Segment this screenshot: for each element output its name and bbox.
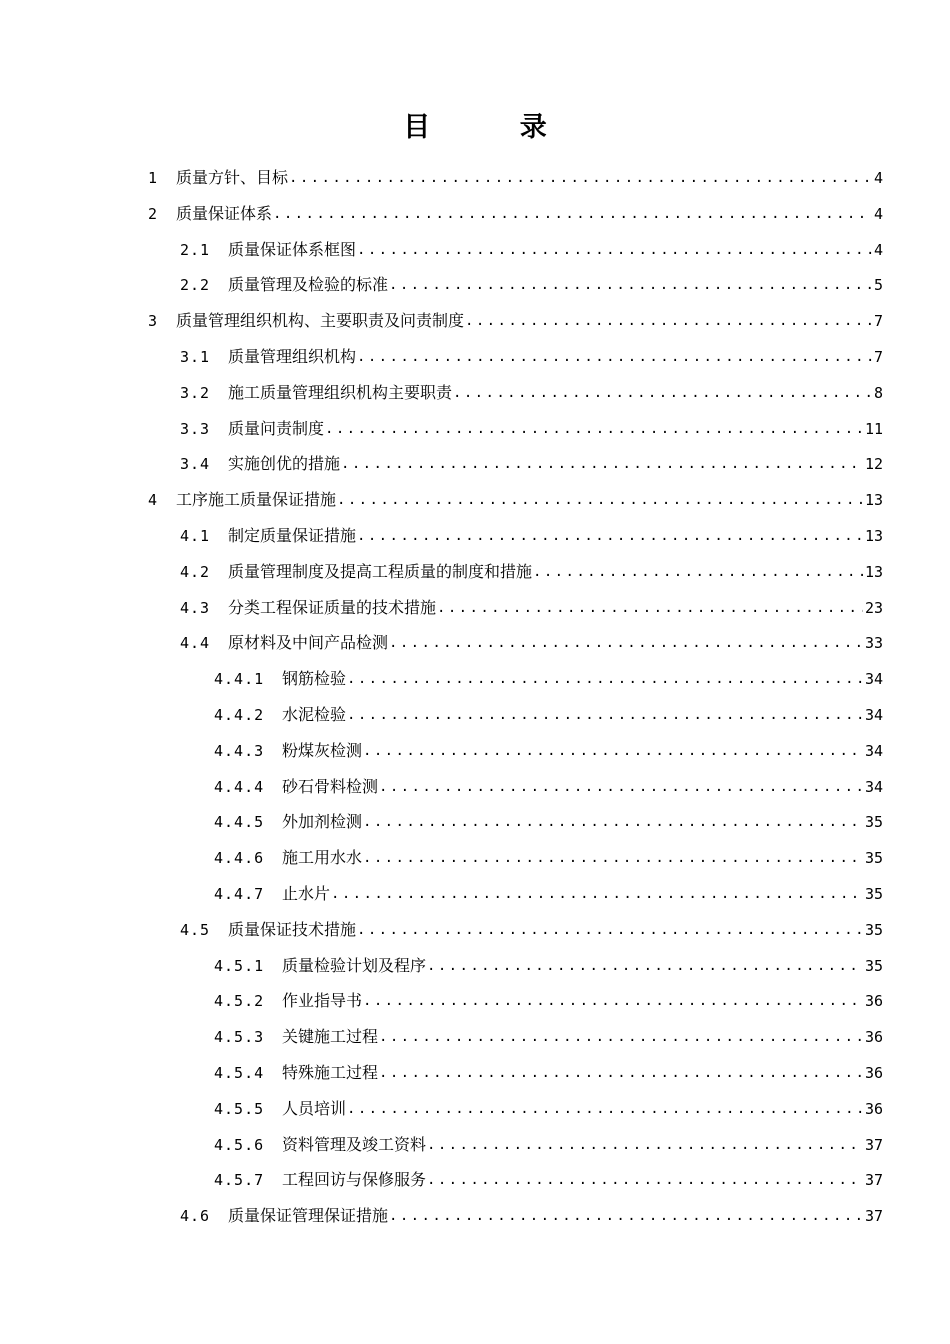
toc-entry[interactable] [214,843,883,873]
toc-entry-title: 作业指导书 [282,991,363,1011]
toc-dot-leader [324,414,863,444]
toc-entry-title: 制定质量保证措施 [228,526,357,545]
toc-entry-page-number: 37 [864,1171,883,1190]
toc-entry-page-number: 34 [864,706,883,724]
toc-entry[interactable] [180,557,883,587]
toc-dot-leader [340,449,863,479]
toc-entry-number: 4.5.3 [214,1028,265,1047]
toc-entry-title: 质量管理组织机构、主要职责及问责制度 [176,311,465,331]
toc-entry[interactable] [214,664,883,694]
toc-entry-number: 4.4.6 [214,849,265,868]
toc-entry-page-number: 36 [864,992,883,1011]
toc-entry[interactable] [214,986,883,1016]
toc-entry[interactable] [180,521,883,551]
toc-entry[interactable] [148,306,883,336]
toc-entry-page-number: 35 [864,813,883,832]
toc-dot-leader [388,1201,863,1231]
toc-dot-leader [378,1058,863,1088]
toc-title: 目 录 [403,112,587,143]
toc-entry-number: 4.5 [180,920,211,939]
toc-entry-title: 人员培训 [282,1098,347,1118]
toc-entry-number: 4.5.2 [214,992,265,1011]
toc-entry-title: 原材料及中间产品检测 [228,633,389,653]
toc-entry[interactable] [214,700,883,730]
toc-entry-number: 4.3 [180,598,211,617]
toc-entry[interactable] [214,772,883,802]
toc-entry-number: 4.2 [180,562,211,581]
toc-dot-leader [272,199,872,229]
toc-entry-page-number: 4 [873,240,883,259]
toc-entry-number: 4.4.1 [214,670,265,689]
toc-dot-leader [362,843,863,873]
toc-entry[interactable] [214,1130,883,1160]
toc-entry-page-number: 33 [864,634,883,653]
toc-dot-leader [356,235,872,265]
toc-entry-page-number: 34 [864,777,883,796]
toc-entry-title: 质量管理组织机构 [228,347,357,366]
toc-entry-title: 质量管理制度及提高工程质量的制度和措施 [228,561,533,581]
toc-entry-number: 4.4.5 [214,813,265,832]
toc-dot-leader [346,1094,863,1124]
toc-dot-leader [362,807,863,837]
toc-entry-page-number: 35 [864,849,883,868]
toc-entry-page-number: 37 [864,1207,883,1226]
toc-entry-number: 3 [148,312,159,331]
toc-dot-leader [362,736,863,766]
toc-entry[interactable] [214,879,883,909]
toc-entry-page-number: 34 [864,670,883,689]
toc-entry-number: 4.6 [180,1207,211,1226]
toc-entry-title: 施工质量管理组织机构主要职责 [228,382,453,402]
toc-entry-page-number: 34 [864,741,883,760]
toc-entry[interactable] [214,1022,883,1052]
toc-entry[interactable] [180,1201,883,1231]
toc-dot-leader [426,951,863,981]
toc-entry-title: 实施创优的措施 [228,454,341,474]
toc-entry[interactable] [214,1094,883,1124]
toc-entry[interactable] [214,951,883,981]
toc-entry-title: 砂石骨料检测 [282,776,379,796]
toc-entry-title: 质量保证管理保证措施 [228,1206,389,1226]
toc-entry-number: 4.5.4 [214,1064,265,1082]
toc-entry-number: 2.2 [180,276,211,295]
toc-dot-leader [426,1165,863,1195]
toc-dot-leader [330,879,863,909]
toc-entry-number: 3.1 [180,348,211,366]
toc-entry-title: 质量方针、目标 [176,168,289,187]
toc-dot-leader [336,485,863,515]
toc-entry-page-number: 4 [873,169,883,187]
toc-dot-leader [356,915,863,945]
toc-entry[interactable] [180,378,883,408]
toc-entry-number: 3.4 [180,455,211,474]
toc-entry-page-number: 37 [864,1135,883,1154]
toc-entry[interactable] [214,1165,883,1195]
toc-dot-leader [356,521,863,551]
toc-entry-title: 质量管理及检验的标准 [228,275,389,295]
toc-entry[interactable] [148,485,883,515]
toc-dot-leader [388,628,863,658]
toc-entry-number: 4.1 [180,527,211,545]
toc-entry-title: 质量保证技术措施 [228,919,357,939]
toc-entry-title: 工程回访与保修服务 [282,1170,427,1190]
toc-entry-page-number: 35 [864,920,883,939]
toc-entry-number: 3.3 [180,419,211,438]
toc-entry-page-number: 36 [864,1064,883,1082]
toc-entry-title: 质量保证体系框图 [228,239,357,259]
toc-entry-page-number: 13 [864,527,883,545]
toc-entry[interactable] [148,199,883,229]
toc-entry-title: 粉煤灰检测 [282,740,363,760]
toc-dot-leader [388,270,872,300]
toc-entry-page-number: 23 [864,598,883,617]
toc-entry-page-number: 36 [864,1099,883,1118]
toc-entry-title: 分类工程保证质量的技术措施 [228,597,437,617]
toc-dot-leader [378,1022,863,1052]
toc-entry-number: 4.4.4 [214,777,265,796]
toc-entry-page-number: 8 [873,383,883,402]
toc-entry[interactable] [214,736,883,766]
toc-entry-page-number: 35 [864,885,883,903]
toc-entry-page-number: 13 [864,562,883,581]
toc-entry-number: 4.4.7 [214,885,265,903]
toc-entry[interactable] [180,593,883,623]
toc-dot-leader [436,593,863,623]
toc-dot-leader [288,163,872,193]
toc-entry-number: 1 [148,169,159,187]
toc-entry[interactable] [180,414,883,444]
toc-entry[interactable] [180,342,883,372]
toc-entry-title: 外加剂检测 [282,812,363,832]
toc-entry-page-number: 36 [864,1028,883,1047]
toc-entry-number: 3.2 [180,383,211,402]
toc-dot-leader [346,700,863,730]
toc-entry-number: 4.4 [180,634,211,653]
toc-entry[interactable] [180,449,883,479]
toc-entry-number: 4.5.5 [214,1099,265,1118]
toc-dot-leader [426,1130,863,1160]
toc-entry-number: 4.5.6 [214,1135,265,1154]
toc-entry-title: 止水片 [282,884,331,903]
toc-entry-page-number: 7 [873,312,883,331]
toc-entry-number: 2.1 [180,240,211,259]
toc-entry-title: 施工用水水 [282,848,363,868]
toc-dot-leader [464,306,872,336]
toc-dot-leader [346,664,863,694]
toc-entry-number: 4.5.7 [214,1171,265,1190]
toc-entry-page-number: 35 [864,956,883,975]
toc-entry-number: 4.5.1 [214,956,265,975]
toc-entry[interactable] [180,915,883,945]
toc-dot-leader [452,378,872,408]
toc-entry-title: 钢筋检验 [282,669,347,689]
toc-entry-number: 4.4.2 [214,706,265,724]
toc-entry-page-number: 12 [864,455,883,474]
toc-entry-title: 工序施工质量保证措施 [176,490,337,510]
toc-dot-leader [356,342,872,372]
toc-entry-number: 4.4.3 [214,741,265,760]
toc-entry-title: 关键施工过程 [282,1027,379,1047]
toc-dot-leader [378,772,863,802]
toc-entry-number: 4 [148,491,159,510]
toc-entry-page-number: 11 [864,419,883,438]
toc-entry[interactable] [180,270,883,300]
toc-entry[interactable] [148,163,883,193]
toc-dot-leader [532,557,863,587]
toc-entry-title: 质量问责制度 [228,418,325,438]
toc-entry-number: 2 [148,204,159,223]
toc-entry-title: 水泥检验 [282,705,347,724]
toc-entry-page-number: 13 [864,491,883,510]
toc-entry-page-number: 7 [873,348,883,366]
toc-entry-page-number: 4 [873,204,883,223]
toc-entry[interactable] [180,235,883,265]
toc-entry[interactable] [214,1058,883,1088]
toc-entry[interactable] [180,628,883,658]
toc-entry-title: 质量保证体系 [176,203,273,223]
toc-entry-title: 资料管理及竣工资料 [282,1134,427,1154]
toc-entry-page-number: 5 [873,276,883,295]
toc-entry[interactable] [214,807,883,837]
toc-dot-leader [362,986,863,1016]
toc-entry-title: 特殊施工过程 [282,1063,379,1082]
toc-entry-title: 质量检验计划及程序 [282,955,427,975]
